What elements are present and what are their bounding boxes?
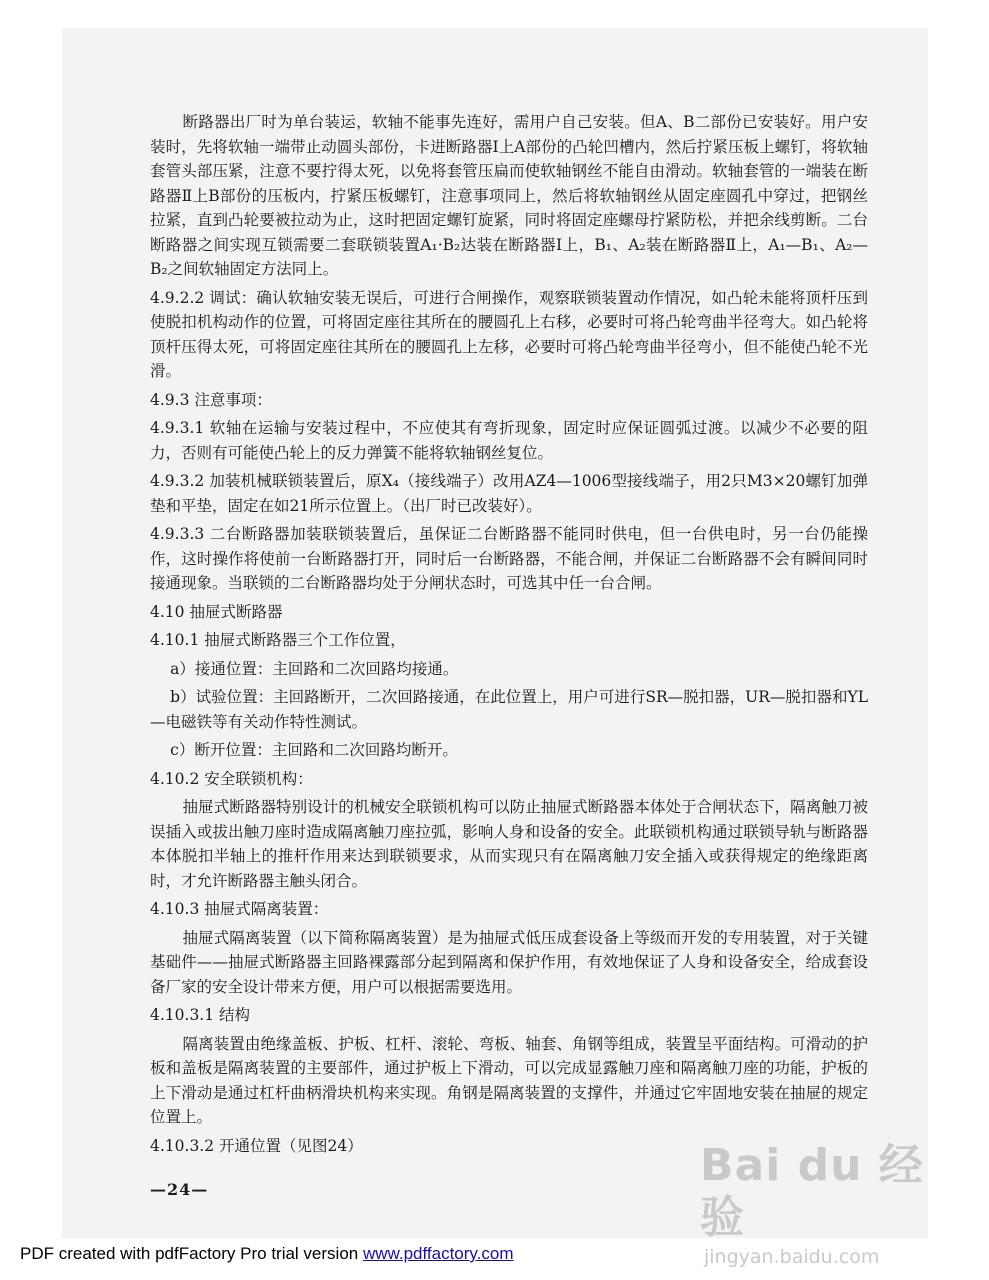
section-heading: 4.10 抽屉式断路器 (150, 602, 283, 621)
pdffactory-link[interactable]: www.pdffactory.com (362, 1244, 514, 1263)
page-number: —24— (150, 1180, 209, 1199)
section-heading: 4.10.2 安全联锁机构： (150, 769, 313, 788)
document-body (150, 110, 868, 1158)
paragraph: 断路器出厂时为单台装运，软轴不能事先连好，需用户自己安装。但A、B二部份已安装好。用户安装时，先将软轴一端带止动圆头部份，卡进断路器I上A部份的凸轮凹槽内，然后拧紧压板上螺钉，将软轴套管头部压紧，注意不要拧得太死，以免将套管压扁而使软轴钢丝不能自由滑动。软轴套管的一端装在断路器Ⅱ上B部份的压板内，拧紧压板螺钉，注意事项同上，然后将软轴钢丝从固定座圆孔中穿过，把钢丝拉紧，直到凸轮要被拉动为止，这时把固定螺钉旋紧，同时将固定座螺母拧紧防松，并把余线剪断。二台断路器之间实现互锁需要二套联锁装置A₁·B₂达装在断路器I上，B₁、A₂装在断路器Ⅱ上，A₁—B₁、A₂—B₂之间软轴固定方法同上。 (150, 113, 868, 278)
section-heading: 4.10.3.1 结构 (150, 1006, 251, 1024)
paragraph: 4.9.2.2 调试：确认软轴安装无误后，可进行合闸操作，观察联锁装置动作情况，如凸轮未能将顶杆压到使脱扣机构动作的位置，可将固定座往其所在的腰圆孔上右移，必要时可将凸轮弯曲半径弯大。如凸轮将顶杆压得太死，可将固定座往其所在的腰圆孔上左移，必要时可将凸轮弯曲半径弯小，但不能使凸轮不光滑。 (150, 288, 868, 380)
pdf-footer (20, 1244, 514, 1264)
list-item: a）接通位置：主回路和二次回路均接通。 (170, 659, 459, 678)
section-heading: 4.10.3.2 开通位置（见图24） (150, 1136, 363, 1155)
section-heading: 4.9.3 注意事项： (150, 390, 272, 409)
paragraph: 隔离装置由绝缘盖板、护板、杠杆、滚轮、弯板、轴套、角钢等组成，装置呈平面结构。可滑动的护板和盖板是隔离装置的主要部件，通过护板上下滑动，可以完成显露触刀座和隔离触刀座的功能，护板的上下滑动是通过杠杆曲柄滑块机构来实现。角钢是隔离装置的支撑件，并通过它牢固地安装在抽屉的规定位置上。 (150, 1034, 868, 1126)
paragraph: 4.9.3.1 软轴在运输与安装过程中，不应使其有弯折现象，固定时应保证圆弧过渡。以减少不必要的阻力，否则有可能使凸轮上的反力弹簧不能将软轴钢丝复位。 (150, 419, 868, 462)
paragraph: 4.9.3.2 加装机械联锁装置后，原X₄（接线端子）改用AZ4—1006型接线端子，用2只M3×20螺钉加弹垫和平垫，固定在如21所示位置上。（出厂时已改装好）。 (150, 472, 868, 515)
watermark-logo: Bai du 经验 (700, 1140, 924, 1243)
paragraph: 抽屉式断路器特别设计的机械安全联锁机构可以防止抽屉式断路器本体处于合闸状态下，隔离触刀被误插入或拔出触刀座时造成隔离触刀座拉弧，影响人身和设备的安全。此联锁机构通过联锁导轨与断路器本体脱扣半轴上的推杆作用来达到联锁要求，从而实现只有在隔离触刀安全插入或获得规定的绝缘距离时，才允许断路器主触头闭合。 (150, 798, 868, 890)
footer-text: PDF created with pdfFactory Pro trial version (20, 1244, 363, 1263)
paragraph: 4.9.3.3 二台断路器加装联锁装置后，虽保证二台断路器不能同时供电，但一台供电时，另一台仍能操作，这时操作将使前一台断路器打开，同时后一台断路器，不能合闸，并保证二台断路器不会有瞬间同时接通现象。当联锁的二台断路器均处于分闸状态时，可选其中任一台合闸。 (150, 525, 868, 592)
list-item: c）断开位置：主回路和二次回路均断开。 (170, 741, 458, 759)
watermark-url: jingyan.baidu.com (704, 1246, 880, 1268)
section-heading: 4.10.3 抽屉式隔离装置： (150, 900, 329, 918)
paragraph: 抽屉式隔离装置（以下简称隔离装置）是为抽屉式低压成套设备上等级而开发的专用装置，对于关键基础件——抽屉式断路器主回路裸露部分起到隔离和保护作用，有效地保证了人身和设备安全，给成套设备厂家的安全设计带来方便，用户可以根据需要选用。 (150, 928, 868, 996)
section-heading: 4.10.1 抽屉式断路器三个工作位置， (150, 631, 406, 649)
list-item: b）试验位置：主回路断开，二次回路接通，在此位置上，用户可进行SR—脱扣器，UR—脱扣器和YL—电磁铁等有关动作特性测试。 (150, 688, 868, 731)
